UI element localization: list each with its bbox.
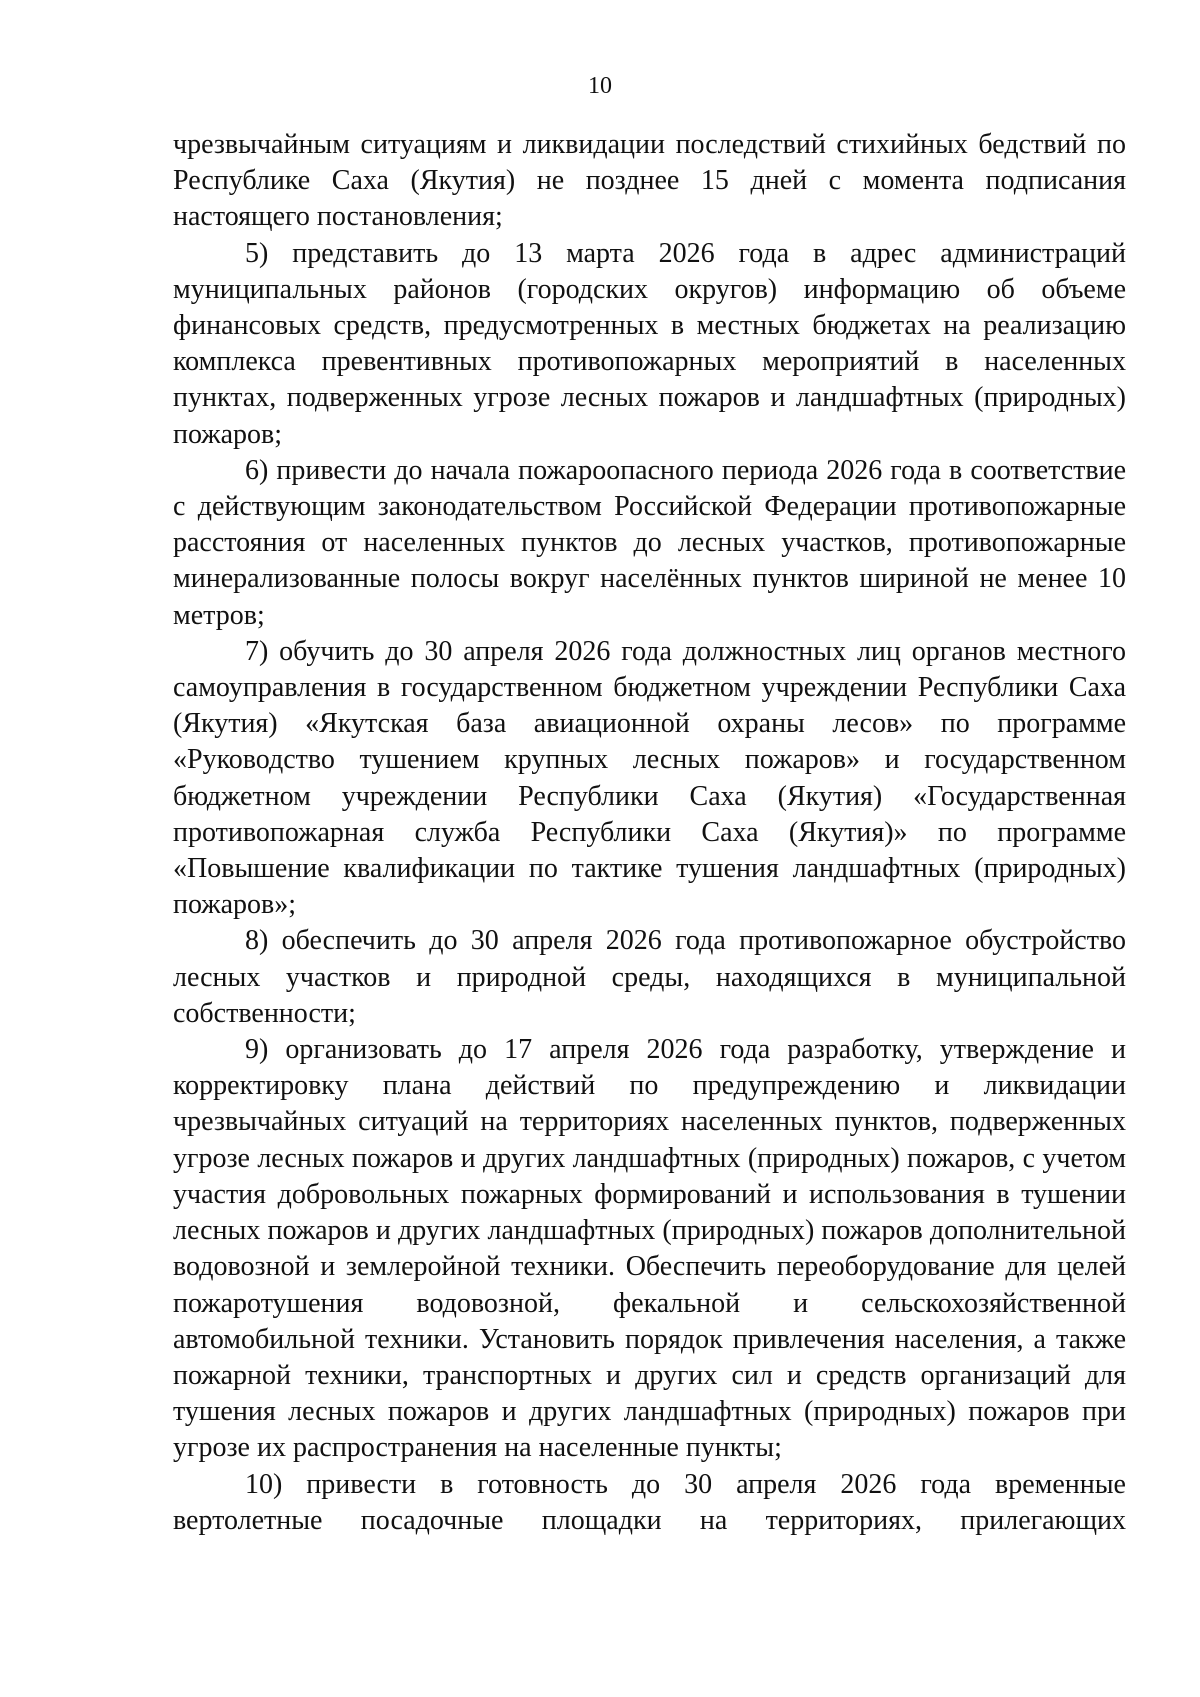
paragraph-item-10: 10) привести в готовность до 30 апреля 2026 года временные вертолетные посадочные площадки на территориях, прилегающих (173, 1468, 1126, 1536)
paragraph-item-5: 5) представить до 13 марта 2026 года в адрес администраций муниципальных районов (городских округов) информацию об объеме финансовых средств, предусмотренных в местных бюджетах на реализацию комплекса превентивных противопожарных мероприятий в населенных пунктах, подверженных угрозе лесных пожаров и ландшафтных (природных) пожаров; (173, 237, 1126, 450)
paragraph-item-6: 6) привести до начала пожароопасного периода 2026 года в соответствие с действующим законодательством Российской Федерации противопожарные расстояния от населенных пунктов до лесных участков, противопожарные минерализованные полосы вокруг населённых пунктов шириной не менее 10 метров; (173, 454, 1126, 631)
paragraph-continuation: чрезвычайным ситуациям и ликвидации последствий стихийных бедствий по Республике Саха (Якутия) не позднее 15 дней с момента подписания настоящего постановления; (173, 129, 1126, 233)
paragraph-item-9: 9) организовать до 17 апреля 2026 года разработку, утверждение и корректировку плана действий по предупреждению и ликвидации чрезвычайных ситуаций на территориях населенных пунктов, подверженных угрозе лесных пожаров и других ландшафтных (природных) пожаров, с учетом участия добровольных пожарных формирований и использования в тушении лесных пожаров и других ландшафтных (природных) пожаров дополнительной водовозной и землеройной техники. Обеспечить переоборудование для целей пожаротушения водовозной, фекальной и сельскохозяйственной автомобильной техники. Установить порядок привлечения населения, а также пожарной техники, транспортных и других сил и средств организаций для тушения лесных пожаров и других ландшафтных (природных) пожаров при угрозе их распространения на населенные пункты; (173, 1034, 1126, 1464)
document-body (173, 127, 1126, 1539)
paragraph-item-7: 7) обучить до 30 апреля 2026 года должностных лиц органов местного самоуправления в государственном бюджетном учреждении Республики Саха (Якутия) «Якутская база авиационной охраны лесов» по программе «Руководство тушением крупных лесных пожаров» и государственном бюджетном учреждении Республики Саха (Якутия) «Государственная противопожарная служба Республики Саха (Якутия)» по программе «Повышение квалификации по тактике тушения ландшафтных (природных) пожаров»; (173, 635, 1126, 921)
page-number: 10 (588, 73, 612, 99)
paragraph-item-8: 8) обеспечить до 30 апреля 2026 года противопожарное обустройство лесных участков и природной среды, находящихся в муниципальной собственности; (173, 925, 1126, 1029)
